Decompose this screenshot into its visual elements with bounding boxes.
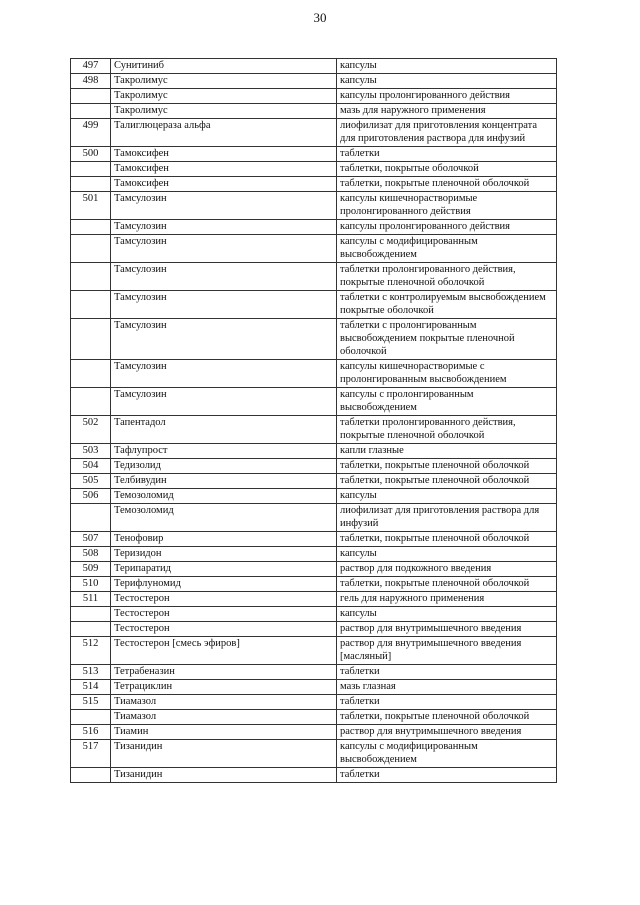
row-number-cell: 503 [71,444,111,459]
row-number-cell [71,607,111,622]
dosage-form-cell: гель для наружного применения [337,592,557,607]
dosage-form-cell: таблетки с пролонгированным высвобождением покрытые пленочной оболочкой [337,319,557,360]
drug-name-cell: Темозоломид [111,504,337,532]
table-row [71,680,557,695]
drug-name-cell: Тамсулозин [111,388,337,416]
row-number-cell: 510 [71,577,111,592]
drug-name-cell: Тестостерон [111,607,337,622]
row-number-cell: 498 [71,74,111,89]
dosage-form-cell: раствор для подкожного введения [337,562,557,577]
dosage-form-cell: таблетки, покрытые пленочной оболочкой [337,459,557,474]
table-row [71,147,557,162]
dosage-form-cell: таблетки [337,695,557,710]
drug-name-cell: Такролимус [111,89,337,104]
drug-name-cell: Тамсулозин [111,192,337,220]
drug-name-cell: Тестостерон [111,622,337,637]
drug-name-cell: Тамсулозин [111,235,337,263]
row-number-cell: 506 [71,489,111,504]
dosage-form-cell: раствор для внутримышечного введения [масляный] [337,637,557,665]
row-number-cell: 512 [71,637,111,665]
drug-name-cell: Тамсулозин [111,319,337,360]
dosage-form-cell: капсулы [337,74,557,89]
row-number-cell: 505 [71,474,111,489]
row-number-cell: 504 [71,459,111,474]
drug-name-cell: Терипаратид [111,562,337,577]
row-number-cell [71,89,111,104]
table-row [71,622,557,637]
drug-name-cell: Тамоксифен [111,162,337,177]
drug-name-cell: Такролимус [111,74,337,89]
drug-name-cell: Тедизолид [111,459,337,474]
dosage-form-cell: капсулы с модифицированным высвобождением [337,235,557,263]
table-row [71,360,557,388]
row-number-cell: 509 [71,562,111,577]
dosage-form-cell: таблетки, покрытые пленочной оболочкой [337,532,557,547]
table-row [71,388,557,416]
row-number-cell [71,220,111,235]
table-row [71,162,557,177]
drug-name-cell: Тамоксифен [111,177,337,192]
dosage-form-cell: капсулы [337,59,557,74]
row-number-cell: 497 [71,59,111,74]
drug-name-cell: Тамсулозин [111,220,337,235]
drug-name-cell: Темозоломид [111,489,337,504]
table-row [71,665,557,680]
table-row [71,192,557,220]
row-number-cell [71,710,111,725]
row-number-cell [71,177,111,192]
dosage-form-cell: таблетки [337,147,557,162]
dosage-form-cell: раствор для внутримышечного введения [337,725,557,740]
drug-name-cell: Тенофовир [111,532,337,547]
table-row [71,220,557,235]
row-number-cell: 508 [71,547,111,562]
table-row [71,547,557,562]
drug-name-cell: Тамоксифен [111,147,337,162]
row-number-cell: 511 [71,592,111,607]
table-row [71,695,557,710]
table-row [71,474,557,489]
row-number-cell: 499 [71,119,111,147]
row-number-cell [71,235,111,263]
drug-name-cell: Талиглюцераза альфа [111,119,337,147]
table-row [71,459,557,474]
dosage-form-cell: таблетки пролонгированного действия, покрытые пленочной оболочкой [337,263,557,291]
drug-name-cell: Тизанидин [111,768,337,783]
table-row [71,489,557,504]
table-row [71,740,557,768]
drug-name-cell: Тиамазол [111,710,337,725]
dosage-form-cell: капсулы кишечнорастворимые пролонгированного действия [337,192,557,220]
row-number-cell: 507 [71,532,111,547]
row-number-cell: 513 [71,665,111,680]
table-row [71,637,557,665]
drug-name-cell: Тиамазол [111,695,337,710]
drug-name-cell: Телбивудин [111,474,337,489]
table-row [71,444,557,459]
row-number-cell: 515 [71,695,111,710]
dosage-form-cell: таблетки [337,665,557,680]
dosage-form-cell: лиофилизат для приготовления раствора для инфузий [337,504,557,532]
table-row [71,562,557,577]
dosage-form-cell: таблетки пролонгированного действия, покрытые пленочной оболочкой [337,416,557,444]
row-number-cell [71,504,111,532]
drug-name-cell: Тестостерон [111,592,337,607]
dosage-form-cell: таблетки [337,768,557,783]
table-row [71,263,557,291]
table-row [71,235,557,263]
row-number-cell [71,388,111,416]
table-row [71,504,557,532]
dosage-form-cell: таблетки, покрытые пленочной оболочкой [337,710,557,725]
row-number-cell [71,768,111,783]
table-row [71,119,557,147]
drug-name-cell: Терифлуномид [111,577,337,592]
row-number-cell [71,162,111,177]
drug-name-cell: Тамсулозин [111,360,337,388]
dosage-form-cell: капсулы с модифицированным высвобождением [337,740,557,768]
dosage-form-cell: мазь глазная [337,680,557,695]
row-number-cell: 500 [71,147,111,162]
table-row [71,89,557,104]
drug-name-cell: Тамсулозин [111,291,337,319]
drug-table [70,58,557,783]
drug-name-cell: Такролимус [111,104,337,119]
dosage-form-cell: капсулы кишечнорастворимые с пролонгированным высвобождением [337,360,557,388]
page-number: 30 [313,10,327,25]
row-number-cell: 502 [71,416,111,444]
dosage-form-cell: лиофилизат для приготовления концентрата для приготовления раствора для инфузий [337,119,557,147]
dosage-form-cell: капсулы с пролонгированным высвобождением [337,388,557,416]
drug-name-cell: Тетрабеназин [111,665,337,680]
dosage-form-cell: раствор для внутримышечного введения [337,622,557,637]
table-row [71,104,557,119]
drug-name-cell: Тиамин [111,725,337,740]
table-row [71,177,557,192]
row-number-cell: 501 [71,192,111,220]
row-number-cell [71,319,111,360]
table-row [71,725,557,740]
dosage-form-cell: таблетки, покрытые пленочной оболочкой [337,177,557,192]
table-row [71,710,557,725]
table-row [71,74,557,89]
row-number-cell [71,360,111,388]
drug-name-cell: Сунитиниб [111,59,337,74]
drug-name-cell: Тамсулозин [111,263,337,291]
row-number-cell: 517 [71,740,111,768]
dosage-form-cell: капли глазные [337,444,557,459]
row-number-cell: 514 [71,680,111,695]
dosage-form-cell: таблетки, покрытые оболочкой [337,162,557,177]
dosage-form-cell: капсулы [337,547,557,562]
table-row [71,532,557,547]
row-number-cell [71,104,111,119]
dosage-form-cell: капсулы пролонгированного действия [337,220,557,235]
row-number-cell [71,263,111,291]
dosage-form-cell: таблетки с контролируемым высвобождением покрытые оболочкой [337,291,557,319]
drug-name-cell: Тапентадол [111,416,337,444]
drug-name-cell: Теризидон [111,547,337,562]
table-row [71,577,557,592]
dosage-form-cell: капсулы пролонгированного действия [337,89,557,104]
dosage-form-cell: таблетки, покрытые пленочной оболочкой [337,577,557,592]
dosage-form-cell: капсулы [337,607,557,622]
drug-name-cell: Тетрациклин [111,680,337,695]
drug-table-body [71,59,557,783]
drug-name-cell: Тестостерон [смесь эфиров] [111,637,337,665]
table-row [71,416,557,444]
row-number-cell [71,291,111,319]
table-row [71,768,557,783]
table-row [71,291,557,319]
dosage-form-cell: капсулы [337,489,557,504]
table-row [71,607,557,622]
dosage-form-cell: таблетки, покрытые пленочной оболочкой [337,474,557,489]
drug-name-cell: Тафлупрост [111,444,337,459]
table-row [71,59,557,74]
row-number-cell [71,622,111,637]
drug-name-cell: Тизанидин [111,740,337,768]
dosage-form-cell: мазь для наружного применения [337,104,557,119]
table-row [71,592,557,607]
table-row [71,319,557,360]
row-number-cell: 516 [71,725,111,740]
